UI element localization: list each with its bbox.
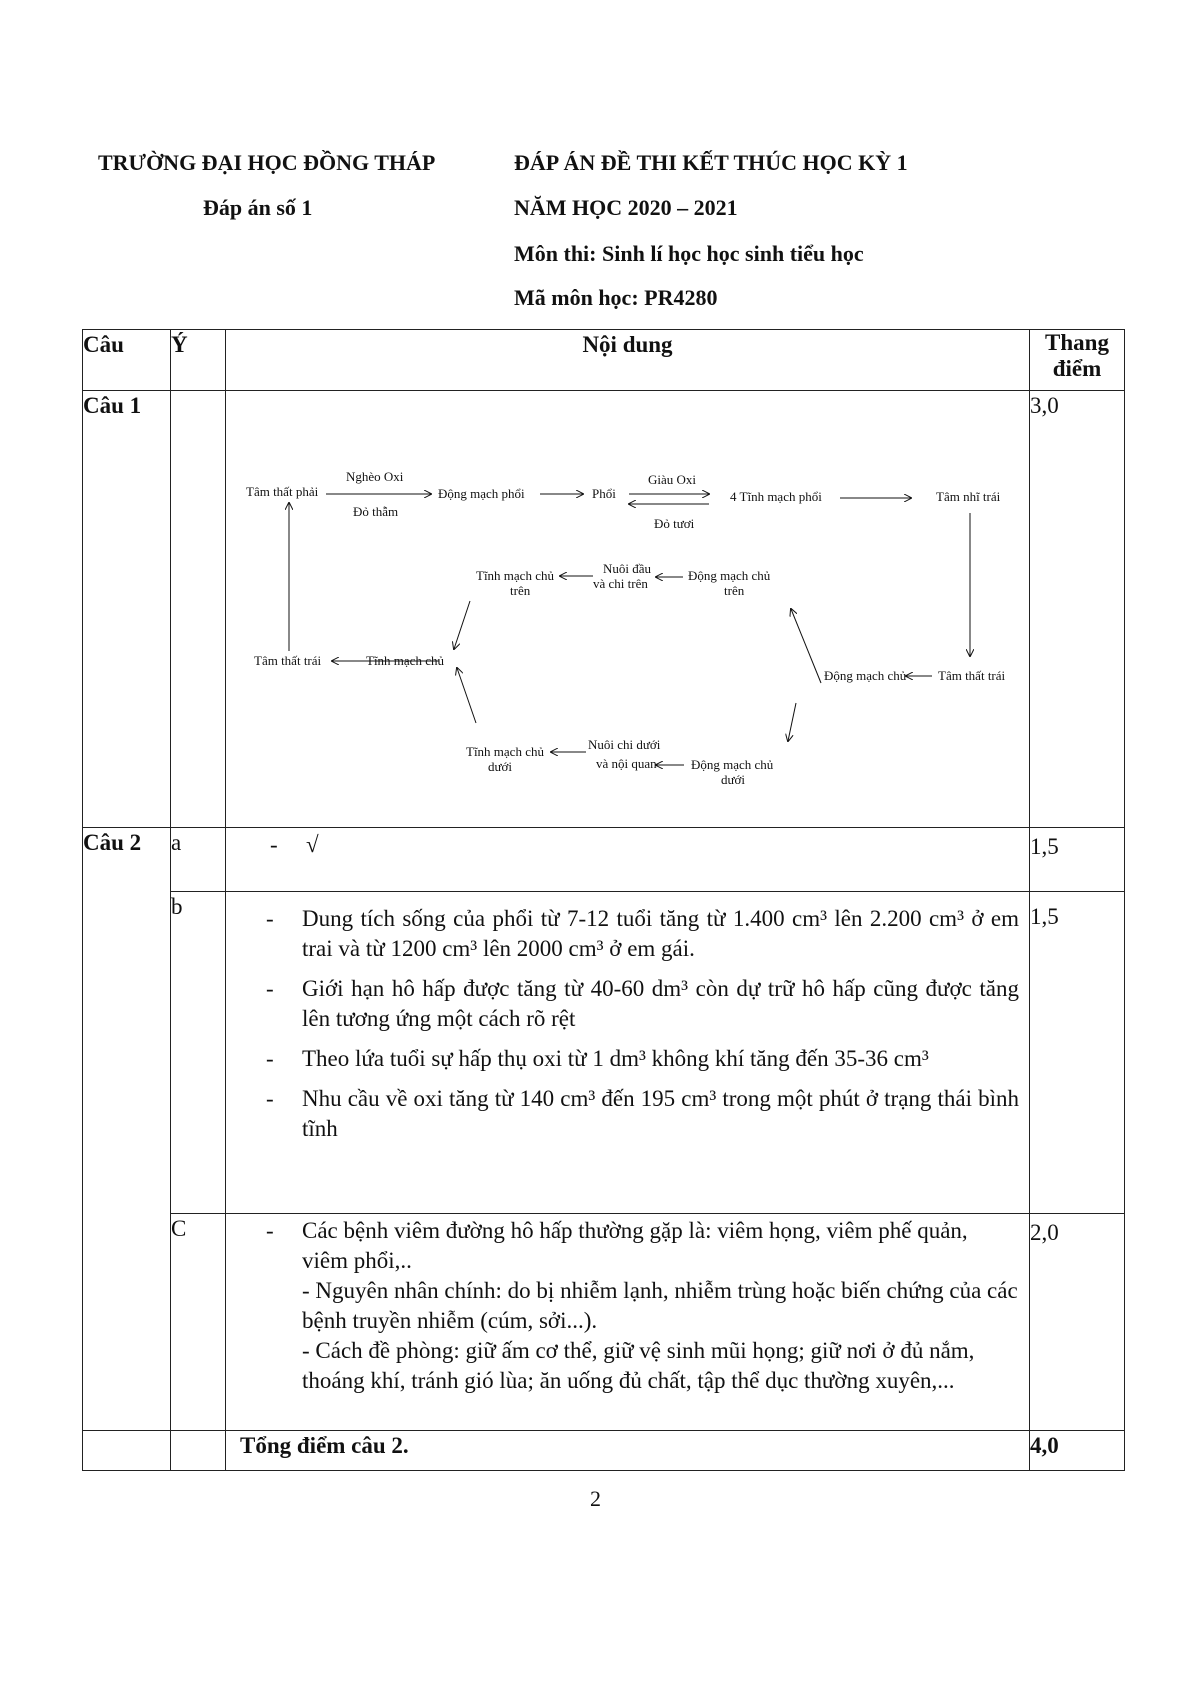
academic-year: NĂM HỌC 2020 – 2021	[514, 195, 738, 220]
q2b-row	[83, 892, 1125, 1214]
q2b-label: b	[171, 892, 226, 1214]
exam-title: ĐÁP ÁN ĐỀ THI KẾT THÚC HỌC KỲ 1	[514, 150, 908, 175]
label-feed-lower-line2: và nội quan	[596, 756, 657, 771]
answer-table	[82, 329, 1125, 1471]
q2b-score: 1,5	[1030, 892, 1125, 1214]
q2c-line1: - Các bệnh viêm đường hô hấp thường gặp là: viêm họng, viêm phế quản, viêm phổi,..	[226, 1216, 1029, 1276]
q2-total-row	[83, 1431, 1125, 1471]
label-aorta-lower-line1: Động mạch chủ	[691, 757, 774, 772]
label-left-ventricle-bottom: Tâm thất trái	[254, 653, 322, 668]
q2b-item: - Giới hạn hô hấp được tăng từ 40-60 dm³ còn dự trữ hô hấp cũng được tăng lên tương ứng một cách rõ rệt	[266, 974, 1019, 1034]
q2-label: Câu 2	[83, 828, 171, 1431]
q2a-label: a	[171, 828, 226, 892]
q2a-row	[83, 828, 1125, 892]
label-lungs: Phổi	[592, 486, 616, 501]
label-aorta-upper-line1: Động mạch chủ	[688, 568, 771, 583]
label-feed-upper-line2: và chi trên	[593, 576, 648, 591]
label-left-atrium: Tâm nhĩ trái	[936, 489, 1001, 504]
label-ivc-line2: dưới	[488, 759, 513, 774]
label-poor-oxygen: Nghèo Oxi	[346, 469, 404, 484]
label-feed-upper-line1: Nuôi đầu	[603, 561, 652, 576]
label-bright-red: Đỏ tươi	[654, 516, 695, 531]
header-content: Nội dung	[226, 330, 1030, 391]
q2b-item: - Nhu cầu về oxi tăng từ 140 cm³ đến 195 cm³ trong một phút ở trạng thái bình tĩnh	[266, 1084, 1019, 1144]
label-ivc-line1: Tĩnh mạch chủ	[466, 744, 544, 759]
table-header-row	[83, 330, 1125, 391]
q2c-line3: - Cách đề phòng: giữ ấm cơ thể, giữ vệ sinh mũi họng; giữ nơi ở đủ nắm, thoáng khí, tránh gió lùa; ăn uống đủ chất, tập thể dục thường xuyên,...	[302, 1338, 975, 1393]
q2c-line2: - Nguyên nhân chính: do bị nhiễm lạnh, nhiễm trùng hoặc biến chứng của các bệnh truyền nhiễm (cúm, sởi...).	[302, 1278, 1018, 1333]
header-item: Ý	[171, 330, 226, 391]
label-rich-oxygen: Giàu Oxi	[648, 472, 697, 487]
label-feed-lower-line1: Nuôi chi dưới	[588, 737, 661, 752]
q2b-item: - Dung tích sống của phổi từ 7-12 tuổi tăng từ 1.400 cm³ lên 2.200 cm³ ở em trai và từ 1200 cm³ lên 2000 cm³ ở em gái.	[266, 904, 1019, 964]
q2-total-label: Tổng điểm câu 2.	[226, 1431, 1030, 1471]
label-left-ventricle: Tâm thất trái	[938, 668, 1006, 683]
header-question: Câu	[83, 330, 171, 391]
answer-key-number: Đáp án số 1	[203, 195, 313, 220]
q2a-answer: - √	[270, 830, 1019, 860]
q2b-list	[226, 904, 1029, 1144]
label-pulmonary-artery: Động mạch phổi	[438, 486, 525, 501]
label-svc-line2: trên	[510, 583, 531, 598]
label-vena-cava: Tĩnh mạch chủ	[366, 653, 444, 668]
q2c-row	[83, 1214, 1125, 1431]
q2c-score: 2,0	[1030, 1214, 1125, 1431]
q1-row	[83, 391, 1125, 828]
school-name: TRƯỜNG ĐẠI HỌC ĐỒNG THÁP	[98, 150, 436, 175]
q1-label: Câu 1	[83, 391, 171, 828]
page-number: 2	[590, 1486, 601, 1511]
q1-score: 3,0	[1030, 391, 1125, 828]
label-right-ventricle: Tâm thất phải	[246, 484, 319, 499]
label-svc-line1: Tĩnh mạch chủ	[476, 568, 554, 583]
label-aorta: Động mạch chủ	[824, 668, 907, 683]
label-pulmonary-veins: 4 Tĩnh mạch phổi	[730, 489, 822, 504]
label-aorta-lower-line2: dưới	[721, 772, 746, 787]
q2b-item: - Theo lứa tuổi sự hấp thụ oxi từ 1 dm³ không khí tăng đến 35-36 cm³	[266, 1044, 1019, 1074]
q2-total-score: 4,0	[1030, 1431, 1125, 1471]
subject: Môn thi: Sinh lí học học sinh tiểu học	[514, 241, 864, 266]
label-aorta-upper-line2: trên	[724, 583, 745, 598]
q1-content	[226, 391, 1030, 828]
q2c-label: C	[171, 1214, 226, 1431]
label-dark-red: Đỏ thẫm	[353, 504, 399, 519]
blood-circulation-diagram	[226, 391, 1030, 819]
q2a-score: 1,5	[1030, 828, 1125, 892]
header-score: Thang điểm	[1030, 330, 1125, 391]
course-code: Mã môn học: PR4280	[514, 285, 718, 310]
